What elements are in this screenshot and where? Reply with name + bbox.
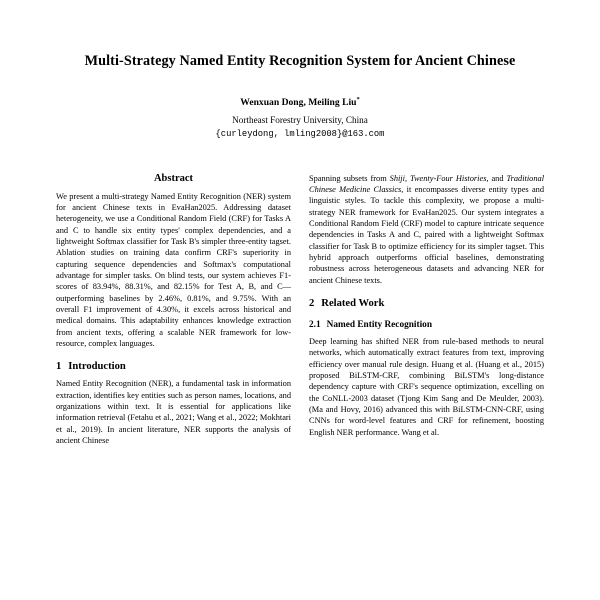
subsection-heading-ner [309,320,544,330]
author-list [56,96,544,108]
section-number: 1 [56,361,62,373]
authors-text: Wenxuan Dong, Meiling Liu [240,97,357,109]
rc-italic-2: Twenty-Four Histories [409,173,487,183]
rc-text-2: , [404,173,410,183]
affiliation: Northeast Forestry University, China [232,114,368,125]
author-footnote-marker: * [356,96,360,104]
section-heading-introduction [56,361,291,372]
rc-text-1: Spanning subsets from [309,173,390,183]
introduction-paragraph: Named Entity Recognition (NER), a fundamental task in information extraction, identifies key entities such as person names, locations, and organizations within text. It is essential for applications like information retrieval (Fetahu et al., 2021; Wang et al., 2022; Mokhtari et al., 2019). In ancient literature, NER supports the analysis of ancient Chinese [56,379,291,446]
rc-text-3: , and [486,173,507,183]
two-column-body [56,173,544,447]
author-email: {curleydong, lmling2008}@163.com [215,128,385,139]
right-column [309,173,544,447]
intro-continued-paragraph [309,173,544,286]
subsection-title: Named Entity Recognition [326,320,432,331]
section-number: 2 [309,298,315,310]
subsection-number: 2.1 [309,320,321,331]
section-title: Related Work [321,298,385,310]
section-heading-related-work [309,298,544,309]
related-work-paragraph: Deep learning has shifted NER from rule-based methods to neural networks, which automatically extract features from text, improving efficiency over manual rule design. Huang et al. (Huang et al., 2015) proposed BiLSTM-CRF, combining BiLSTM's long-distance dependency capture with CRF's sequence optimization, excelling on the CoNLL-2003 dataset (Tjong Kim Sang and De Meulder, 2003). (Ma and Hovy, 2016) advanced this with BiLSTM-CNN-CRF, using CNNs for word-level features and CRF for refinement, boosting English NER performance. Wang et al. [309,337,544,437]
rc-italic-1: Shiji [389,173,405,183]
rc-italic-3: Traditional Chinese Medicine Classics [309,173,545,194]
page-title: Multi-Strategy Named Entity Recognition System for Ancient Chinese [84,53,516,69]
rc-text-4: , it encompasses diverse entity types and linguistic styles. To tackle this complexity, we propose a multi-strategy NER framework for EvaHan2025. Our system integrates a Conditional Random Field (CRF) model to capture intricate sequence dependencies in Tasks A and C, paired with a lightweight Softmax classifier for Task B to optimize efficiency for its simpler tagset. This hybrid approach outperforms official baselines, demonstrating robustness across heterogeneous datasets and advancing NER for ancient Chinese texts. [309,184,544,285]
left-column [56,173,291,447]
abstract-heading: Abstract [153,172,194,184]
section-title: Introduction [68,361,126,373]
abstract-text: We present a multi-strategy Named Entity Recognition (NER) system for ancient Chinese texts in EvaHan2025. Addressing dataset heterogeneity, we use a Conditional Random Field (CRF) for Tasks A and C to handle six entity types' complex dependencies, and a lightweight Softmax classifier for Task B's simpler three-entity tagset. Ablation studies on training data confirm CRF's superiority in capturing sequence dependencies and Softmax's computational advantage for simpler tasks. On blind tests, our system achieves F1-scores of 83.94%, 88.31%, and 82.15% for Test A, B, and C—outperforming baselines by 2.46%, 0.81%, and 9.75%. With an overall F1 improvement of 4.30%, it excels across historical and medical domains. This adaptability enhances knowledge extraction from ancient texts, offering a scalable NER framework for low-resource, complex languages. [56,191,291,349]
